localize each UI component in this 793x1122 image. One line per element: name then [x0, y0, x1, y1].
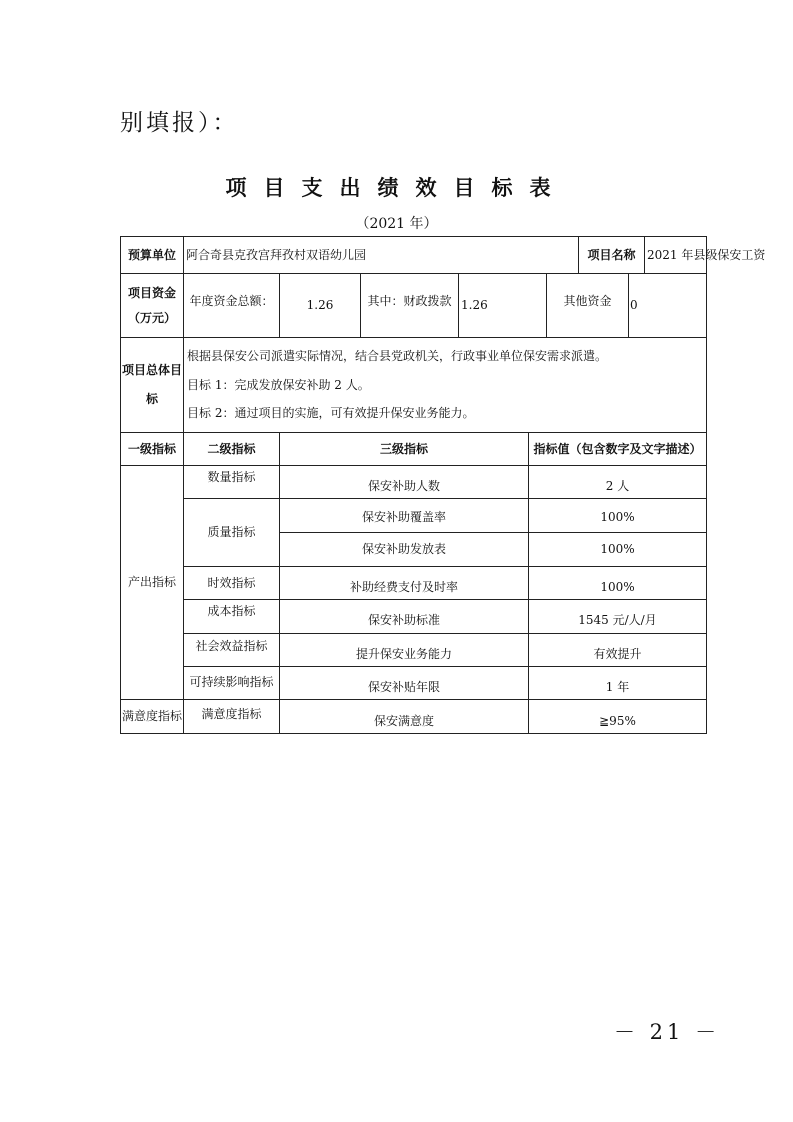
level3-cell: 保安满意度: [280, 700, 529, 734]
value-cell: 1 年: [529, 667, 707, 700]
year-note: （2021 年）: [355, 216, 438, 232]
other-funds-value: 0: [629, 274, 707, 338]
header-level3: 三级指标: [280, 433, 529, 466]
goal-line: 目标 1：完成发放保安补助 2 人。: [187, 377, 370, 392]
value-cell: 100%: [529, 533, 707, 567]
goal-content: [184, 338, 707, 433]
level2-quality: 质量指标: [184, 499, 280, 567]
funds-label-line1: 项目资金: [127, 285, 176, 300]
header-value: 指标值（包含数字及文字描述）: [529, 433, 707, 466]
level3-cell: 保安补助标准: [280, 600, 529, 634]
goal-line: 目标 2：通过项目的实施，可有效提升保安业务能力。: [187, 406, 475, 421]
level3-cell: 提升保安业务能力: [280, 634, 529, 667]
fiscal-value: 1.26: [459, 274, 547, 338]
value-cell: 1545 元/人/月: [529, 600, 707, 634]
funds-label-line2: （万元）: [127, 311, 176, 326]
budget-unit-value: 阿合奇县克孜宫拜孜村双语幼儿园: [184, 236, 579, 274]
level2-cost: 成本指标: [184, 600, 280, 634]
level1-satisfaction: 满意度指标: [120, 700, 184, 734]
funds-label: [120, 274, 184, 338]
level2-social-benefit: 社会效益指标: [184, 634, 280, 667]
project-name-label: 项目名称: [579, 236, 645, 274]
level3-cell: 保安补贴年限: [280, 667, 529, 700]
goal-label: [120, 338, 184, 433]
project-name-value: 2021 年县级保安工资: [645, 236, 707, 274]
level3-cell: 补助经费支付及时率: [280, 567, 529, 600]
header-level2: 二级指标: [184, 433, 280, 466]
level3-cell: 保安补助覆盖率: [280, 499, 529, 533]
level3-cell: 保安补助人数: [280, 466, 529, 499]
level1-output: 产出指标: [120, 466, 184, 700]
level2-sustainability: 可持续影响指标: [184, 667, 280, 700]
value-cell: 100%: [529, 567, 707, 600]
level2-timeliness: 时效指标: [184, 567, 280, 600]
level2-satisfaction: 满意度指标: [184, 700, 280, 734]
level2-quantity: 数量指标: [184, 466, 280, 499]
annual-total-value: 1.26: [280, 274, 361, 338]
page-number: － 21 －: [614, 1020, 721, 1044]
level3-cell: 保安补助发放表: [280, 533, 529, 567]
goal-label-line2: 标: [145, 392, 158, 407]
performance-target-table: [120, 236, 766, 734]
budget-unit-label: 预算单位: [120, 236, 184, 274]
annual-total-label: 年度资金总额：: [184, 274, 280, 338]
value-cell: ≧95%: [529, 700, 707, 734]
goal-label-line1: 项目总体目: [121, 363, 182, 378]
other-funds-label: 其他资金: [547, 274, 629, 338]
page-title: 项目支出绩效目标表: [225, 176, 568, 200]
continuation-text: 别填报）：: [120, 110, 239, 136]
goal-line: 根据县保安公司派遣实际情况，结合县党政机关，行政事业单位保安需求派遣。: [187, 349, 608, 364]
value-cell: 有效提升: [529, 634, 707, 667]
header-level1: 一级指标: [120, 433, 184, 466]
value-cell: 100%: [529, 499, 707, 533]
value-cell: 2 人: [529, 466, 707, 499]
fiscal-label: 其中：财政拨款: [361, 274, 459, 338]
